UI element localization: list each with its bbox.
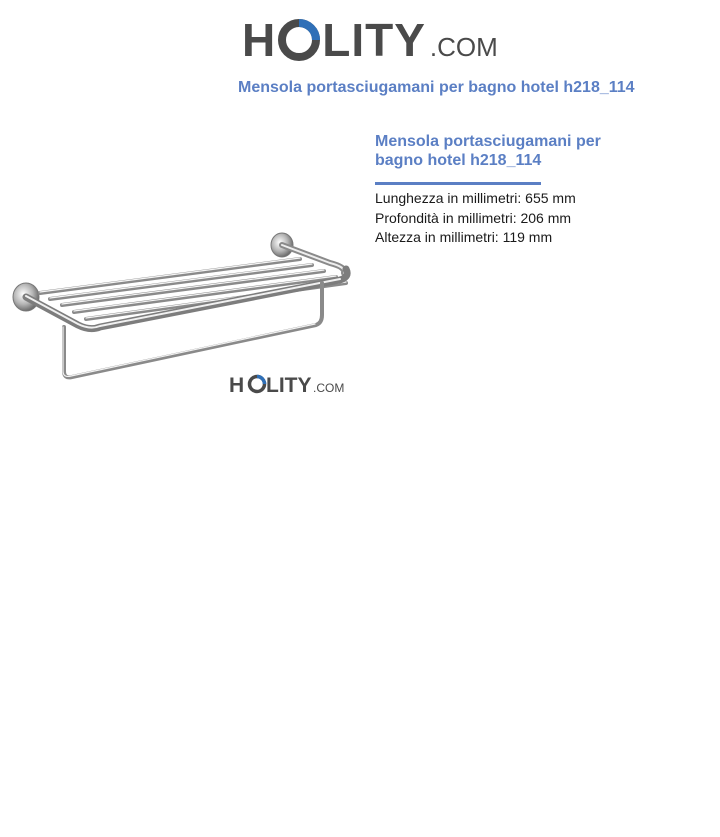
logo-text-right: LITY bbox=[322, 14, 426, 66]
watermark-suffix: .COM bbox=[313, 381, 345, 395]
product-heading bbox=[375, 132, 695, 170]
logo-o-mark-icon bbox=[278, 19, 320, 61]
image-watermark bbox=[229, 374, 344, 397]
product-heading-line2: bagno hotel h218_114 bbox=[375, 152, 542, 169]
holity-logo[interactable] bbox=[242, 12, 498, 68]
spec-length: Lunghezza in millimetri: 655 mm bbox=[375, 190, 576, 206]
product-info bbox=[375, 132, 695, 248]
logo-suffix: .COM bbox=[429, 31, 498, 62]
spec-depth: Profondità in millimetri: 206 mm bbox=[375, 209, 572, 226]
watermark-left: H bbox=[229, 374, 245, 397]
spec-height: Altezza in millimetri: 119 mm bbox=[375, 229, 553, 245]
watermark-right: LITY bbox=[266, 374, 312, 397]
watermark-o-icon bbox=[250, 377, 265, 392]
product-image bbox=[0, 185, 360, 410]
page-title: Mensola portasciugamani per bagno hotel h218_114 bbox=[238, 79, 635, 96]
towel-shelf-drawing bbox=[13, 233, 347, 377]
heading-divider bbox=[375, 182, 541, 185]
product-heading-line1: Mensola portasciugamani per bbox=[375, 133, 601, 150]
logo-text-left: H bbox=[242, 14, 277, 66]
